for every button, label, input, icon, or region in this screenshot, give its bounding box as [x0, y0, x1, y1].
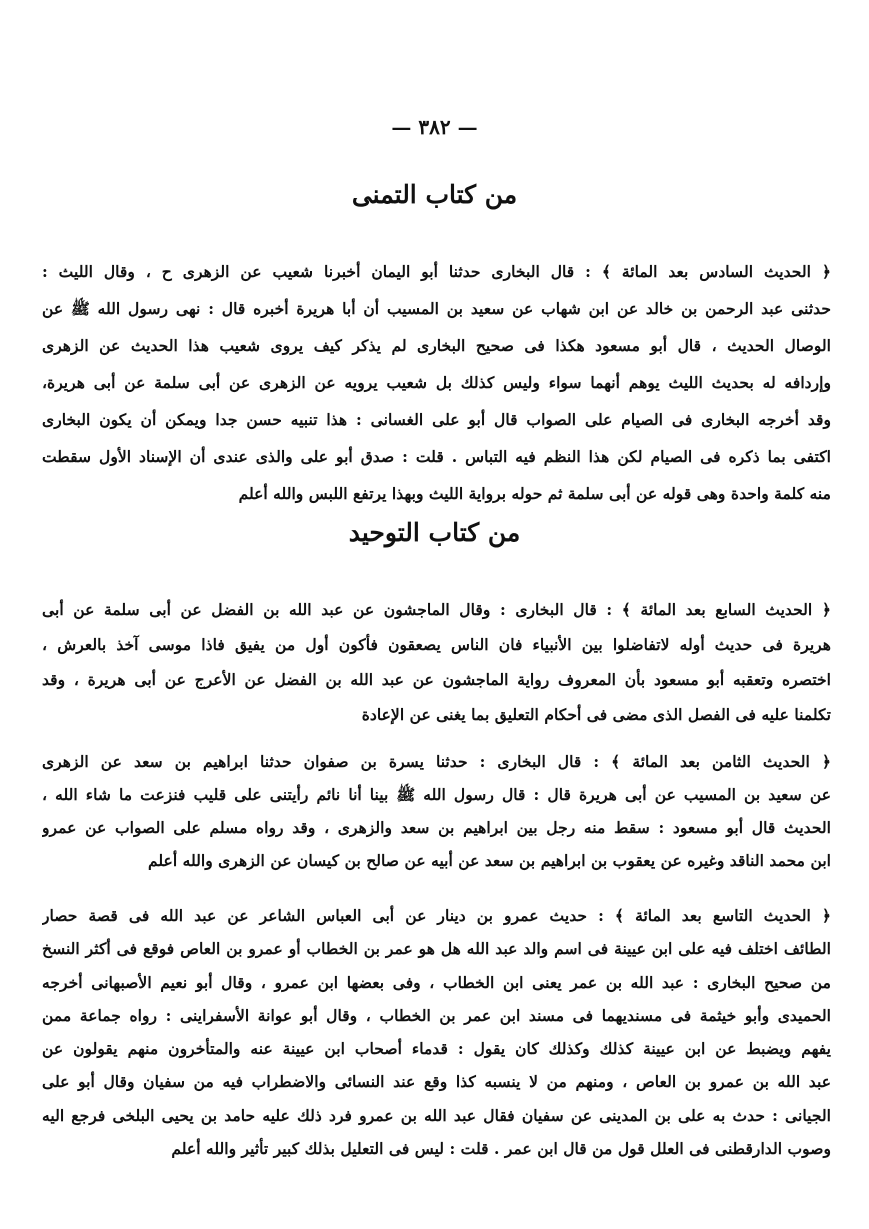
text-line: منه كلمة واحدة وهى قوله عن أبى سلمة ثم حوله برواية الليث وبهذا يرتفع اللبس والله أعلم [238, 484, 831, 503]
text-line: وصوب الدارقطنى فى العلل قول من قال ابن عمر . قلت : ليس فى التعليل بذلك كبير تأثير والله أعلم [171, 1139, 831, 1159]
text-line: من صحيح البخارى : عبد الله بن عمر يعنى ابن الخطاب ، وفى بعضها ابن عمرو ، وقال أبو نعيم الأصبهانى أخرجه [42, 972, 831, 992]
page-number: — ٣٨٢ — [391, 115, 478, 139]
text-line: الجيانى : حدث به على بن المدينى عن سفيان فقال عبد الله بن عمرو فرد ذلك عليه حامد بن يحيى البلخى فرجع اليه [42, 1105, 831, 1125]
text-line: ﴿ الحديث التاسع بعد المائة ﴾ : حديث عمرو بن دينار عن أبى العباس الشاعر عن عبد الله فى قصة حصار [42, 906, 831, 925]
text-line: يفهم ويضبط عن ابن عيينة كذلك وكذلك كان يقول : قدماء أصحاب ابن عيينة عنه والمتأخرون منهم يقولون عن [42, 1039, 831, 1059]
paragraph-hadith-108 [42, 745, 831, 877]
text-line: حدثنى عبد الرحمن بن خالد عن ابن شهاب عن سعيد بن المسيب أن أبا هريرة أخبره قال : نهى رسول الله ﷺ عن [42, 299, 831, 318]
paragraph-hadith-107 [42, 592, 831, 732]
text-line: اكتفى بما ذكره فى الصيام لكن هذا النظم فيه التباس . قلت : صدق أبو على والذى عندى أن الإسناد الأول سقطت [42, 447, 831, 466]
text-line: تكلمنا عليه فى الفصل الذى مضى فى أحكام التعليق بما يغنى عن الإعادة [361, 705, 831, 724]
text-line: الطائف اختلف فيه على ابن عيينة فى اسم والد عبد الله هل هو عمر بن الخطاب أو عمرو بن العاص فوقع فى أكثر النسخ [42, 939, 831, 959]
text-line: ﴿ الحديث الثامن بعد المائة ﴾ : قال البخارى : حدثنا يسرة بن صفوان حدثنا ابراهيم بن سعد عن الزهرى [42, 752, 831, 771]
paragraph-hadith-106 [42, 253, 831, 512]
text-line: هريرة فى حديث أوله لاتفاضلوا بين الأنبياء فان الناس يصعقون فأكون أول من يفيق فاذا موسى آخذ بالعرش ، [42, 635, 831, 654]
text-line: ﴿ الحديث السادس بعد المائة ﴾ : قال البخارى حدثنا أبو اليمان أخبرنا شعيب عن الزهرى ح ، وقال الليث : [42, 262, 831, 281]
text-line: الحديث قال أبو مسعود : سقط منه رجل بين ابراهيم بن سعد والزهرى ، وقد رواه مسلم على الصواب عن عمرو [42, 818, 831, 837]
text-line: اختصره وتعقبه أبو مسعود بأن المعروف رواية الماجشون عن عبد الله بن الفضل عن الأعرج عن أبى هريرة ، وقد [42, 670, 831, 689]
section-heading-tawhid: من كتاب التوحيد [348, 518, 521, 547]
text-line: ﴿ الحديث السابع بعد المائة ﴾ : قال البخارى : وقال الماجشون عن عبد الله بن الفضل عن أبى سلمة عن أبى [42, 600, 831, 619]
text-line: عن سعيد بن المسيب عن أبى هريرة قال : قال رسول الله ﷺ بينا أنا نائم رأيتنى على قليب فنزعت ما شاء الله ، [42, 785, 831, 804]
text-line: وقد أخرجه البخارى فى الصيام على الصواب قال أبو على الغسانى : هذا تنبيه حسن جدا ويمكن أن يكون البخارى [42, 410, 831, 429]
text-line: وإردافه له بحديث الليث يوهم أنهما سواء وليس كذلك بل شعيب يرويه عن الزهرى عن أبى سلمة عن أبى هريرة، [42, 373, 831, 392]
text-line: الوصال الحديث ، قال أبو مسعود هكذا فى صحيح البخارى لم يذكر كيف يروى شعيب هذا الحديث عن الزهرى [42, 336, 831, 355]
paragraph-hadith-109 [42, 899, 831, 1165]
section-heading-tamanni: من كتاب التمنى [351, 180, 518, 209]
text-line: عبد الله بن عمرو بن العاص ، ومنهم من لا ينسبه كذا وقع عند النسائى والاضطراب فيه من سفيان وقال أبو على [42, 1072, 831, 1092]
text-line: الحميدى وأبو خيثمة فى مسنديهما فى مسند ابن عمر بن الخطاب ، وقال أبو عوانة الأسفراينى : رواه جماعة ممن [42, 1005, 831, 1025]
text-line: ابن محمد الناقد وغيره عن يعقوب بن ابراهيم بن سعد عن أبيه عن صالح بن كيسان عن الزهرى والله أعلم [148, 851, 831, 870]
